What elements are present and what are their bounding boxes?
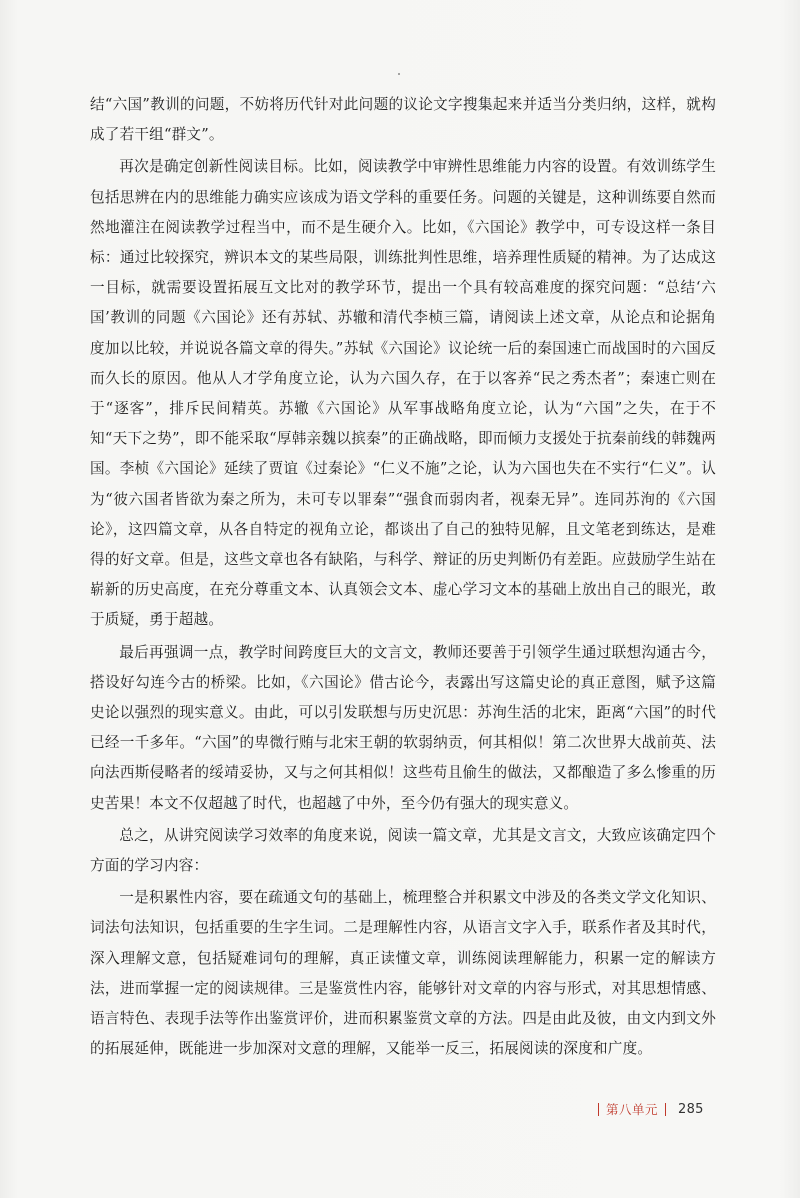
unit-label: 第八单元 [606,1102,659,1117]
print-speck [398,73,400,75]
page-footer [598,1099,704,1119]
paragraph-2: 再次是确定创新性阅读目标。比如，阅读教学中审辨性思维能力内容的设置。有效训练学生包括思辨在内的思维能力确实应该成为语文学科的重要任务。问题的关键是，这种训练要自然而然地灌注在阅读教学过程当中，而不是生硬介入。比如，《六国论》教学中，可专设这样一条目标：通过比较探究，辨识本文的某些局限，训练批判性思维，培养理性质疑的精神。为了达成这一目标，就需要设置拓展互文比对的教学环节，提出一个具有较高难度的探究问题：“总结‘六国’教训的同题《六国论》还有苏轼、苏辙和清代李桢三篇，请阅读上述文章，从论点和论据角度加以比较，并说说各篇文章的得失。”苏轼《六国论》议论统一后的秦国速亡而战国时的六国反而久长的原因。他从人才学角度立论，认为六国久存，在于以客养“民之秀杰者”；秦速亡则在于“逐客”，排斥民间精英。苏辙《六国论》从军事战略角度立论，认为“六国”之失，在于不知“天下之势”，即不能采取“厚韩亲魏以摈秦”的正确战略，即而倾力支援处于抗秦前线的韩魏两国。李桢《六国论》延续了贾谊《过秦论》“仁义不施”之论，认为六国也失在不实行“仁义”。认为“彼六国者皆欲为秦之所为，未可专以罪秦”“强食而弱肉者，视秦无异”。连同苏洵的《六国论》，这四篇文章，从各自特定的视角立论，都谈出了自己的独特见解，且文笔老到练达，是难得的好文章。但是，这些文章也各有缺陷，与科学、辩证的历史判断仍有差距。应鼓励学生站在崭新的历史高度，在充分尊重文本、认真领会文本、虚心学习文本的基础上放出自己的眼光，敢于质疑，勇于超越。 [90,158,716,629]
paragraph-4: 总之，从讲究阅读学习效率的角度来说，阅读一篇文章，尤其是文言文，大致应该确定四个方面的学习内容： [90,826,716,875]
page-number: 285 [678,1101,704,1117]
paragraph-1: 结“六国”教训的问题，不妨将历代针对此问题的议论文字搜集起来并适当分类归纳，这样，就构成了若干组“群文”。 [90,96,716,144]
footer-divider-left [598,1103,599,1116]
body-text [90,90,716,1067]
paragraph-5: 一是积累性内容，要在疏通文句的基础上，梳理整合并积累文中涉及的各类文学文化知识、词法句法知识，包括重要的生字生词。二是理解性内容，从语言文字入手，联系作者及其时代，深入理解文意，包括疑难词句的理解，真正读懂文章，训练阅读理解能力，积累一定的解读方法，进而掌握一定的阅读规律。三是鉴赏性内容，能够针对文章的内容与形式，对其思想情感、语言特色、表现手法等作出鉴赏评价，进而积累鉴赏文章的方法。四是由此及彼，由文内到文外的拓展延伸，既能进一步加深对文意的理解，又能举一反三，拓展阅读的深度和广度。 [90,889,716,1058]
paragraph-3: 最后再强调一点，教学时间跨度巨大的文言文，教师还要善于引领学生通过联想沟通古今，搭设好勾连今古的桥梁。比如，《六国论》借古论今，表露出写这篇史论的真正意图，赋予这篇史论以强烈的现实意义。由此，可以引发联想与历史沉思：苏洵生活的北宋，距离“六国”的时代已经一千多年。“六国”的卑微行贿与北宋王朝的软弱纳贡，何其相似！第二次世界大战前英、法向法西斯侵略者的绥靖妥协，又与之何其相似！这些苟且偷生的做法，又都酿造了多么惨重的历史苦果！本文不仅超越了时代，也超越了中外，至今仍有强大的现实意义。 [90,643,716,812]
footer-divider-right [665,1103,666,1116]
